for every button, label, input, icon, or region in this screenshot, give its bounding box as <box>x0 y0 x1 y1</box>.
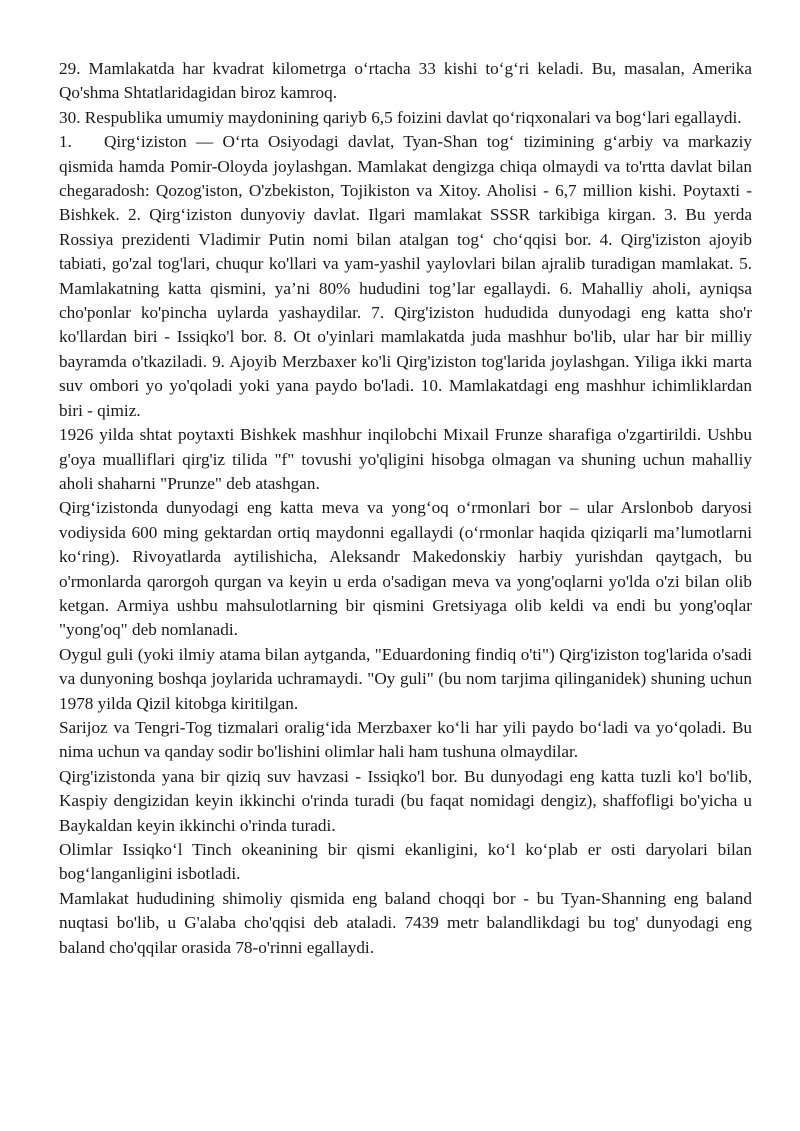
paragraph-walnut-forests: Qirg‘izistonda dunyodagi eng katta meva va yong‘oq o‘rmonlari bor – ular Arslonbob daryosi vodiysida 600 ming gektardan ortiq maydonni egallaydi (o‘rmonlar haqida qiziqarli ma’lumotlarni ko‘ring). Rivoyatlarda aytilishicha, Aleksandr Makedonskiy harbiy yurishdan qaytgach, bu o'rmonlarda qarorgoh qurgan va keyin u erda o'sadigan meva va yong'oqlarni yo'lda o'zi bilan olib ketgan. Armiya ushbu mahsulotlarning bir qismini Gretsiyaga olib keldi va endi bu yong'oqlar "yong'oq" deb nomlanadi. <box>59 498 752 640</box>
paragraph-country-overview <box>59 130 752 423</box>
paragraph-bishkek-frunze: 1926 yilda shtat poytaxti Bishkek mashhur inqilobchi Mixail Frunze sharafiga o'zgartirildi. Ushbu g'oya mualliflari qirg'iz tilida "f" tovushi yo'qligini hisobga olmagan va shuning uchun mahalliy aholi shaharni "Prunze" deb atashgan. <box>59 425 752 493</box>
list-marker: 1. <box>59 132 72 152</box>
paragraph-merzbacher-lake: Sarijoz va Tengri-Tog tizmalari oralig‘ida Merzbaxer ko‘li har yili paydo bo‘ladi va yo‘qoladi. Bu nima uchun va qanday sodir bo'lishini olimlar hali ham tushuna olmaydilar. <box>59 717 752 762</box>
paragraph-29: 29. Mamlakatda har kvadrat kilometrga o‘rtacha 33 kishi to‘g‘ri keladi. Bu, masalan, Amerika Qo'shma Shtatlaridagidan biroz kamroq. <box>59 59 752 103</box>
paragraph-issyk-kul-ocean: Olimlar Issiqko‘l Tinch okeanining bir qismi ekanligini, ko‘l ko‘plab er osti daryolari bilan bog‘langanligini isbotladi. <box>59 840 752 884</box>
paragraph-country-overview-text: Qirg‘iziston — O‘rta Osiyodagi davlat, Tyan-Shan tog‘ tizimining g‘arbiy va markaziy qismida hamda Pomir-Oloyda joylashgan. Mamlakat dengizga chiqa olmaydi va to'rtta davlat bilan chegaradosh: Qozog'iston, O'zbekiston, Tojikiston va Xitoy. Aholisi - 6,7 million kishi. Poytaxti - Bishkek. 2. Qirg‘iziston dunyoviy davlat. Ilgari mamlakat SSSR tarkibiga kirgan. 3. Bu yerda Rossiya prezidenti Vladimir Putin nomi bilan atalgan tog‘ cho‘qqisi bor. 4. Qirg'iziston ajoyib tabiati, go'zal tog'lari, chuqur ko'llari va yam-yashil yaylovlari bilan ajralib turadigan mamlakat. 5. Mamlakatning katta qismini, ya’ni 80% hududini tog’lar egallaydi. 6. Mahalliy aholi, ayniqsa cho'ponlar ko'pincha uylarda yashaydilar. 7. Qirg'iziston hududida dunyodagi eng katta sho'r ko'llardan biri - Issiqko'l bor. 8. Ot o'yinlari mamlakatda juda mashhur bo'lib, ular har bir milliy bayramda o'tkaziladi. 9. Ajoyib Merzbaxer ko'li Qirg'iziston tog'larida joylashgan. Yiliga ikki marta suv ombori yo yo'qoladi yoki yana paydo bo'ladi. 10. Mamlakatdagi eng mashhur ichimliklardan biri - qimiz. <box>59 132 752 420</box>
paragraph-30: 30. Respublika umumiy maydonining qariyb 6,5 foizini davlat qo‘riqxonalari va bog‘lari egallaydi. <box>59 107 742 127</box>
paragraph-oygul-flower: Oygul guli (yoki ilmiy atama bilan aytganda, "Eduardoning findiq o'ti") Qirg'iziston tog'larida o'sadi va dunyoning boshqa joylarida uchramaydi. "Oy guli" (bu nom tarjima qilinganidek) shuning uchun 1978 yilda Qizil kitobga kiritilgan. <box>59 644 752 713</box>
paragraph-victory-peak: Mamlakat hududining shimoliy qismida eng baland choqqi bor - bu Tyan-Shanning eng baland nuqtasi bo'lib, u G'alaba cho'qqisi deb ataladi. 7439 metr balandlikdagi bu tog' dunyodagi eng baland cho'qqilar orasida 78-o'rinni egallaydi. <box>59 888 752 957</box>
document-page <box>59 57 752 960</box>
paragraph-issyk-kul: Qirg'izistonda yana bir qiziq suv havzasi - Issiqko'l bor. Bu dunyodagi eng katta tuzli ko'l bo'lib, Kaspiy dengizidan keyin ikkinchi o'rinda turadi (bu faqat nomidagi dengiz), shaffofligi bo'yicha u Baykaldan keyin ikkinchi o'rinda turadi. <box>59 766 752 835</box>
